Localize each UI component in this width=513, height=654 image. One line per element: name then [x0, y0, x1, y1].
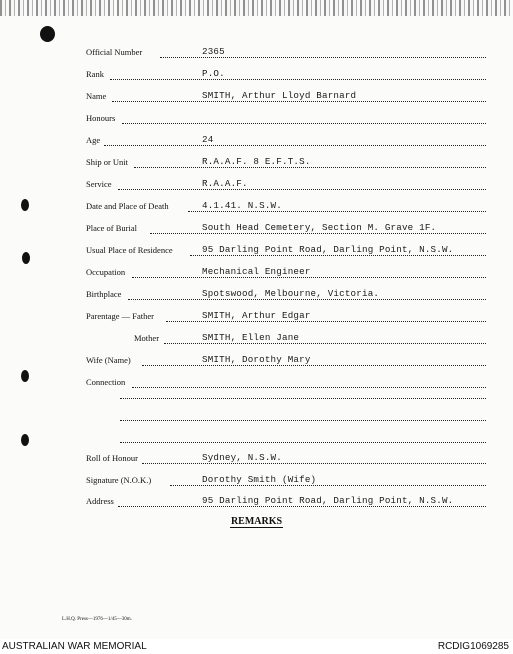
- dotted-line: [118, 189, 486, 190]
- archive-footer: [0, 639, 513, 654]
- field-address: [0, 494, 513, 510]
- dotted-line: [150, 233, 486, 234]
- field-label: Parentage — Father: [86, 311, 154, 321]
- field-value: 95 Darling Point Road, Darling Point, N.S.W.: [202, 495, 454, 506]
- field-label: Official Number: [86, 47, 143, 57]
- field-label: Rank: [86, 69, 104, 79]
- dotted-line: [142, 365, 486, 366]
- dotted-line: [142, 463, 486, 464]
- connection-blank-line: [120, 398, 486, 399]
- connection-blank-line: [120, 442, 486, 443]
- connection-blank-line: [120, 420, 486, 421]
- field-label: Connection: [86, 377, 126, 387]
- field-value: South Head Cemetery, Section M. Grave 1F.: [202, 222, 437, 233]
- field-occupation: [0, 265, 513, 281]
- dotted-line: [128, 299, 486, 300]
- dotted-line: [112, 101, 486, 102]
- field-label: Service: [86, 179, 112, 189]
- field-label: Ship or Unit: [86, 157, 129, 167]
- field-value: R.A.A.F.: [202, 178, 248, 189]
- punch-hole: [21, 434, 29, 446]
- field-signature-nok: [0, 473, 513, 489]
- field-value: Spotswood, Melbourne, Victoria.: [202, 288, 380, 299]
- dotted-line: [166, 321, 486, 322]
- field-parentage-father: [0, 309, 513, 325]
- field-value: 4.1.41. N.S.W.: [202, 200, 282, 211]
- dotted-line: [190, 255, 486, 256]
- dotted-line: [118, 506, 486, 507]
- dotted-line: [132, 277, 486, 278]
- field-label: Occupation: [86, 267, 126, 277]
- field-age: [0, 133, 513, 149]
- dotted-line: [132, 387, 486, 388]
- dotted-line: [160, 57, 486, 58]
- dotted-line: [104, 145, 486, 146]
- field-label: Address: [86, 496, 114, 506]
- field-official-number: [0, 45, 513, 61]
- field-value: SMITH, Arthur Lloyd Barnard: [202, 90, 357, 101]
- remarks-heading-text: REMARKS: [230, 516, 283, 527]
- field-wife-name: [0, 353, 513, 369]
- field-value: 95 Darling Point Road, Darling Point, N.S.W.: [202, 244, 454, 255]
- field-label: Usual Place of Residence: [86, 245, 173, 255]
- field-label: Honours: [86, 113, 116, 123]
- field-value: Dorothy Smith (Wife): [202, 474, 317, 485]
- field-value: P.O.: [202, 68, 225, 79]
- dotted-line: [110, 79, 486, 80]
- field-honours: [0, 111, 513, 127]
- dotted-line: [134, 167, 486, 168]
- field-value: SMITH, Arthur Edgar: [202, 310, 311, 321]
- field-label: Signature (N.O.K.): [86, 475, 152, 485]
- field-birthplace: [0, 287, 513, 303]
- dotted-line: [164, 343, 486, 344]
- field-place-of-burial: [0, 221, 513, 237]
- field-value: Sydney, N.S.W.: [202, 452, 282, 463]
- field-roll-of-honour: [0, 451, 513, 467]
- dotted-line: [188, 211, 486, 212]
- field-label: Mother: [134, 333, 160, 343]
- field-name: [0, 89, 513, 105]
- field-service: [0, 177, 513, 193]
- field-label: Birthplace: [86, 289, 122, 299]
- archive-name: AUSTRALIAN WAR MEMORIAL: [2, 641, 147, 652]
- field-label: Name: [86, 91, 107, 101]
- dotted-line: [170, 485, 486, 486]
- field-value: SMITH, Dorothy Mary: [202, 354, 311, 365]
- dotted-line: [122, 123, 486, 124]
- field-value: 24: [202, 134, 214, 145]
- field-connection: [0, 375, 513, 391]
- field-value: Mechanical Engineer: [202, 266, 311, 277]
- field-usual-residence: [0, 243, 513, 259]
- punch-hole: [40, 26, 55, 42]
- printer-code: L.H.Q. Press—1976—1/45—30m.: [62, 617, 132, 622]
- field-label: Roll of Honour: [86, 453, 138, 463]
- field-label: Age: [86, 135, 101, 145]
- field-parentage-mother: [0, 331, 513, 347]
- scanned-top-edge: [0, 0, 513, 16]
- field-value: SMITH, Ellen Jane: [202, 332, 300, 343]
- field-value: 2365: [202, 46, 225, 57]
- record-id: RCDIG1069285: [437, 641, 509, 652]
- field-value: R.A.A.F. 8 E.F.T.S.: [202, 156, 311, 167]
- field-rank: [0, 67, 513, 83]
- field-label: Date and Place of Death: [86, 201, 169, 211]
- field-ship-or-unit: [0, 155, 513, 171]
- field-label: Wife (Name): [86, 355, 131, 365]
- field-label: Place of Burial: [86, 223, 137, 233]
- remarks-heading: [0, 516, 513, 527]
- field-date-place-of-death: [0, 199, 513, 215]
